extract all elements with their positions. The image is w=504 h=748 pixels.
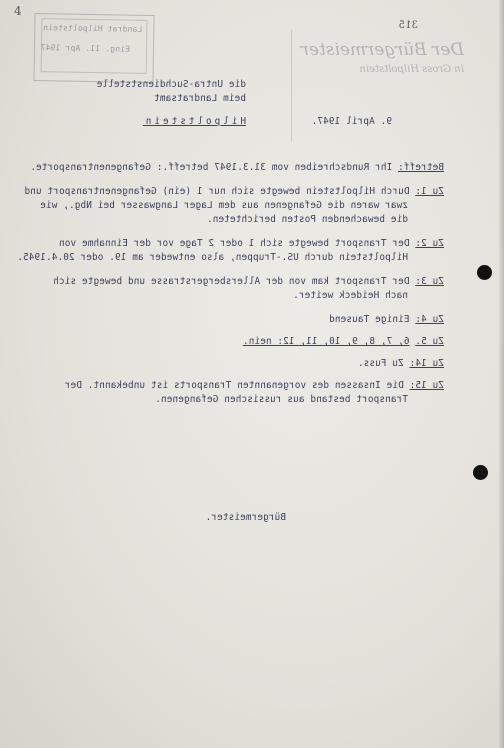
- paragraph-3-line-1: [53, 276, 444, 287]
- paragraph-text: Einige Tausend: [329, 314, 410, 325]
- subject-line: [30, 162, 444, 173]
- subject-text: Ihr Rundschreiben vom 31.3.1947 betreff.: Gefangenentransporte.: [30, 162, 393, 173]
- letterhead-line-2: in Gross Hilpoltstein: [359, 64, 464, 75]
- punch-hole-bottom: [473, 465, 488, 480]
- recipient-line-2: beim Landratsamt: [154, 93, 246, 104]
- paragraph-2-line-2: Hilpoltstein durch US.-Truppen, also entweder am 19. oder 20.4.1945.: [17, 252, 408, 263]
- archive-number: 315: [398, 20, 418, 31]
- paragraph-text: Durch Hilpoltstein bewegte sich nur 1 (ein) Gefangenentransport und: [24, 186, 410, 197]
- paragraph-text: Die Insassen des vorgenannten Transports ist unbekannt. Der: [64, 380, 404, 391]
- recipient-line-1: die Untra-Suchdienststelle: [96, 79, 246, 90]
- stamp-line-2: Eing. 11. Apr 1947: [40, 43, 131, 54]
- paragraph-1-line-3: die bewachenden Posten berichteten.: [206, 214, 408, 225]
- paragraph-label: Zu 1:: [415, 186, 444, 197]
- letter-date: 9. April 1947.: [311, 116, 392, 127]
- received-stamp-inner: [41, 18, 148, 74]
- paragraph-1-line-2: zwar waren die Gefangenen aus dem Lager Langwasser bei Nbg., wie: [40, 200, 408, 211]
- punch-hole-top: [477, 265, 492, 280]
- paragraph-text: Der Transport kam von der Allersbergerstrasse und bewegte sich: [53, 276, 410, 287]
- paragraph-label: Zu 2:: [415, 238, 444, 249]
- stamp-line-1: Landrat Hilpoltstein: [42, 23, 143, 34]
- paragraph-3-line-2: nach Heideck weiter.: [293, 290, 408, 301]
- paragraph-label: Zu 15:: [409, 380, 444, 391]
- paragraph-15-line-1: [65, 380, 444, 391]
- letterhead-divider: [291, 30, 292, 142]
- paragraph-text: Der Transport bewegte sich 1 oder 2 Tage vor der Einnahme von: [58, 238, 410, 249]
- paragraph-label: Zu 4:: [415, 314, 444, 325]
- paragraph-text: Zu Fuss.: [357, 358, 404, 369]
- paragraph-label: Zu 3:: [415, 276, 444, 287]
- recipient-city: Hilpoltstein: [142, 116, 246, 127]
- paragraph-14-line-1: [358, 358, 444, 369]
- paragraph-label: Zu 5.: [415, 336, 444, 347]
- paragraph-15-line-2: Transport bestand aus russischen Gefangenen.: [155, 394, 408, 405]
- corner-page-number: 4: [14, 4, 22, 18]
- paragraph-4-line-1: [329, 314, 444, 325]
- paragraph-text: 6, 7, 8, 9, 10, 11, 12: nein.: [242, 336, 410, 347]
- paragraph-1-line-1: [24, 186, 444, 197]
- letterhead-line-1: Der Bürgermeister: [300, 40, 464, 60]
- paragraph-label: Zu 14:: [409, 358, 444, 369]
- paragraph-2-line-1: [59, 238, 444, 249]
- paragraph-5-line-1: [243, 336, 444, 347]
- subject-label: Betreff:: [398, 162, 444, 173]
- signature-line: Bürgermeister.: [205, 512, 286, 523]
- received-stamp: [33, 13, 154, 83]
